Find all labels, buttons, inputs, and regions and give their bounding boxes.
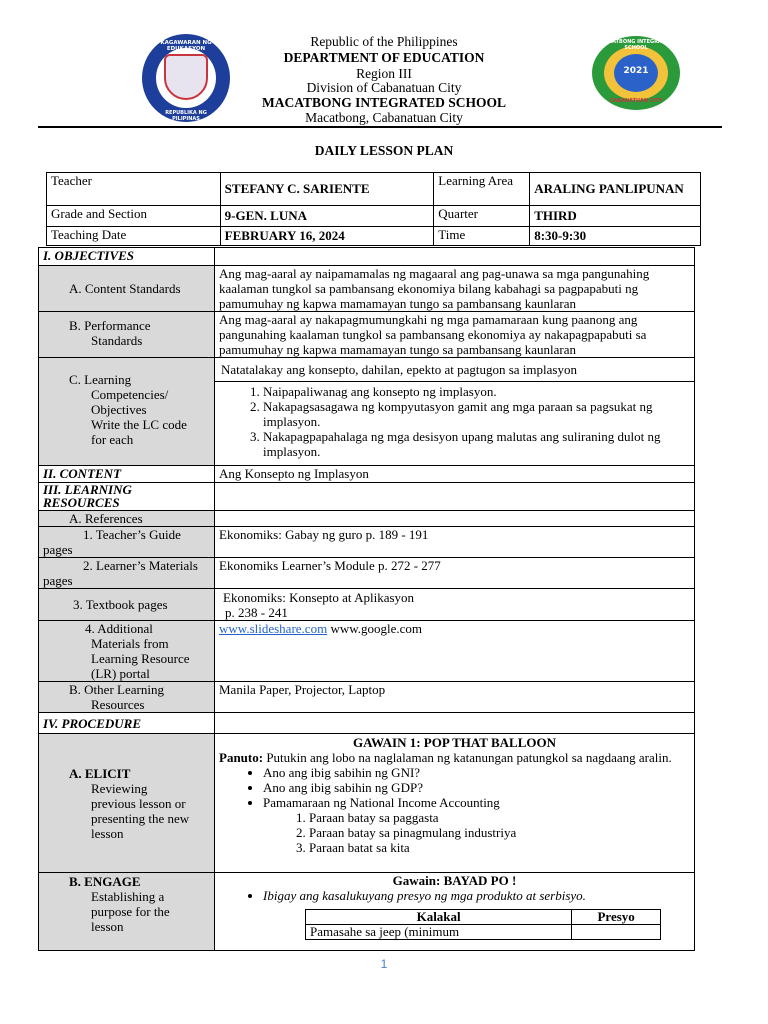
gawain2-title: Gawain: BAYAD PO ! [392,873,517,888]
price-table-header-kalakal: Kalakal [306,910,572,925]
quarter-value: THIRD [530,206,701,227]
price-table [305,909,661,940]
slideshare-link[interactable]: www.slideshare.com [219,621,328,636]
learners-materials-label: 2. Learner’s Materials pages [39,558,215,589]
additional-label-line4: (LR) portal [91,666,150,681]
engage-content-cell [215,873,695,951]
elicit-desc-line1: Reviewing [91,781,148,796]
elicit-questions-list [219,765,690,810]
learners-materials-value: Ekonomiks Learner’s Module p. 272 - 277 [215,558,695,589]
teacher-label: Teacher [47,173,221,206]
elicit-desc-line3: presenting the new [91,811,190,826]
performance-label-line1: B. Performance [69,318,151,333]
lesson-plan-table [38,247,695,951]
content-heading: II. CONTENT [39,466,215,483]
method-item: 2. Paraan batay sa pinagmulang industriya [309,825,690,840]
header-department: DEPARTMENT OF EDUCATION [283,50,485,65]
other-label-line2: Resources [91,697,145,712]
teacher-value: STEFANY C. SARIENTE [220,173,434,206]
learning-area-label: Learning Area [434,173,530,206]
content-value: Ang Konsepto ng Implasyon [215,466,695,483]
question-item: • Pamamaraan ng National Income Accounting [263,795,690,810]
engage-label: B. ENGAGE [69,874,141,889]
engage-desc-line2: purpose for the [91,904,170,919]
performance-standards-label [39,312,215,358]
textbook-line2: p. 238 - 241 [225,605,288,620]
price-table-header-presyo: Presyo [572,910,661,925]
competencies-label-line5: for each [91,432,134,447]
panuto [219,750,690,765]
competencies-label-line3: Objectives [91,402,147,417]
procedure-heading: IV. PROCEDURE [39,713,215,734]
header-address: Macatbong, Cabanatuan City [305,110,463,125]
price-table-cell: Pamasahe sa jeep (minimum [306,925,572,940]
additional-label-line3: Learning Resource [91,651,190,666]
date-label: Teaching Date [47,227,221,246]
school-seal-year: 2021 [623,66,649,76]
elicit-desc-line2: previous lesson or [91,796,186,811]
question-item: • Ano ang ibig sabihin ng GDP? [263,780,690,795]
deped-seal-top-text: KAGAWARAN NG EDUKASYON [160,40,212,52]
header-region: Region III [356,66,412,81]
additional-label-line2: Materials from [91,636,169,651]
additional-label-line1: 4. Additional [85,621,153,636]
engage-desc-line1: Establishing a [91,889,165,904]
date-value: FEBRUARY 16, 2024 [220,227,434,246]
elicit-desc-line4: lesson [91,826,124,841]
performance-standards-text: Ang mag-aaral ay nakapagmumungkahi ng mga pamamaraan kung paanong ang pangunahing kaalaman tungkol sa pambansang ekonomiya ay nakapagpapabuti sa pamumuhay ng kapwa mamamayan tungo sa pambansang kaunlaran [215,312,695,358]
page-title: DAILY LESSON PLAN [314,143,454,158]
school-seal-top-text: MACATBONG INTEGRATED SCHOOL [599,39,673,51]
time-label: Time [434,227,530,246]
learning-area-value: ARALING PANLIPUNAN [530,173,701,206]
objective-item: 3. Nakapagpapahalaga ng mga desisyon upang malutas ang suliraning dulot ng implasyon. [263,429,694,459]
objective-item: 1. Naipapaliwanag ang konsepto ng implasyon. [263,384,694,399]
objectives-list [215,384,694,459]
page-number: 1 [380,957,388,971]
gawain1-title: GAWAIN 1: POP THAT BALLOON [353,735,556,750]
teachers-guide-label: 1. Teacher’s Guide pages [39,527,215,558]
engage-instruction: • Ibigay ang kasalukuyang presyo ng mga produkto at serbisyo. [263,888,690,903]
quarter-label: Quarter [434,206,530,227]
engage-label-cell [39,873,215,951]
panuto-text: Putukin ang lobo na naglalaman ng katanungan patungkol sa nagdaang aralin. [266,750,672,765]
additional-materials-label [39,621,215,682]
engage-instruction-list [219,888,690,903]
competencies-label-line4: Write the LC code [91,417,187,432]
time-value: 8:30-9:30 [530,227,701,246]
content-standards-text: Ang mag-aaral ay naipamamalas ng magaaral ang pag-unawa sa mga pangunahing kaalaman tungkol sa pambansang ekonomiya bilang kabahagi sa pagpapabuti ng pamumuhay ng kapwa mamamayan tungo sa pambansang kaunlaran [215,266,695,312]
references-label: A. References [39,511,215,527]
header-school: MACATBONG INTEGRATED SCHOOL [261,95,507,110]
method-item: 1. Paraan batay sa paggasta [309,810,690,825]
deped-seal-bottom-text: REPUBLIKA NG PILIPINAS [165,110,207,122]
elicit-content-cell [215,734,695,873]
content-standards-label: A. Content Standards [39,266,215,312]
other-resources-value: Manila Paper, Projector, Laptop [215,682,695,713]
header-divider [38,126,722,128]
competencies-cell [215,358,695,466]
method-item: 3. Paraan batat sa kita [309,840,690,855]
competencies-label-line1: C. Learning [69,372,132,387]
header-republic: Republic of the Philippines [310,34,458,49]
objective-item: 2. Nakapagsasagawa ng kompyutasyon gamit ang mga paraan sa pagsukat ng implasyon. [263,399,694,429]
textbook-line1: Ekonomiks: Konsepto at Aplikasyon [223,590,415,605]
elicit-label: A. ELICIT [69,766,131,781]
income-methods-list [219,810,690,855]
textbook-cell [215,589,695,621]
textbook-label: 3. Textbook pages [39,589,215,621]
question-item: • Ano ang ibig sabihin ng GNI? [263,765,690,780]
school-seal-bottom-text: CABANATUAN CITY [609,98,663,104]
competencies-label-line2: Competencies/ [91,387,169,402]
other-resources-label [39,682,215,713]
header-division: Division of Cabanatuan City [306,80,462,95]
engage-desc-line3: lesson [91,919,124,934]
panuto-label: Panuto: [219,750,264,765]
resources-heading: III. LEARNING RESOURCES [39,483,215,511]
other-label-line1: B. Other Learning [69,682,164,697]
competencies-label [39,358,215,466]
price-table-cell-empty [572,925,661,940]
objectives-heading: I. OBJECTIVES [39,248,215,266]
competency-main: Natatalakay ang konsepto, dahilan, epekto at pagtugon sa implasyon [215,358,694,382]
google-link[interactable]: www.google.com [330,621,423,636]
lesson-info-table [46,172,701,246]
performance-label-line2: Standards [91,333,143,348]
grade-value: 9-GEN. LUNA [220,206,434,227]
additional-materials-cell [215,621,695,682]
elicit-label-cell [39,734,215,873]
grade-label: Grade and Section [47,206,221,227]
teachers-guide-value: Ekonomiks: Gabay ng guro p. 189 - 191 [215,527,695,558]
